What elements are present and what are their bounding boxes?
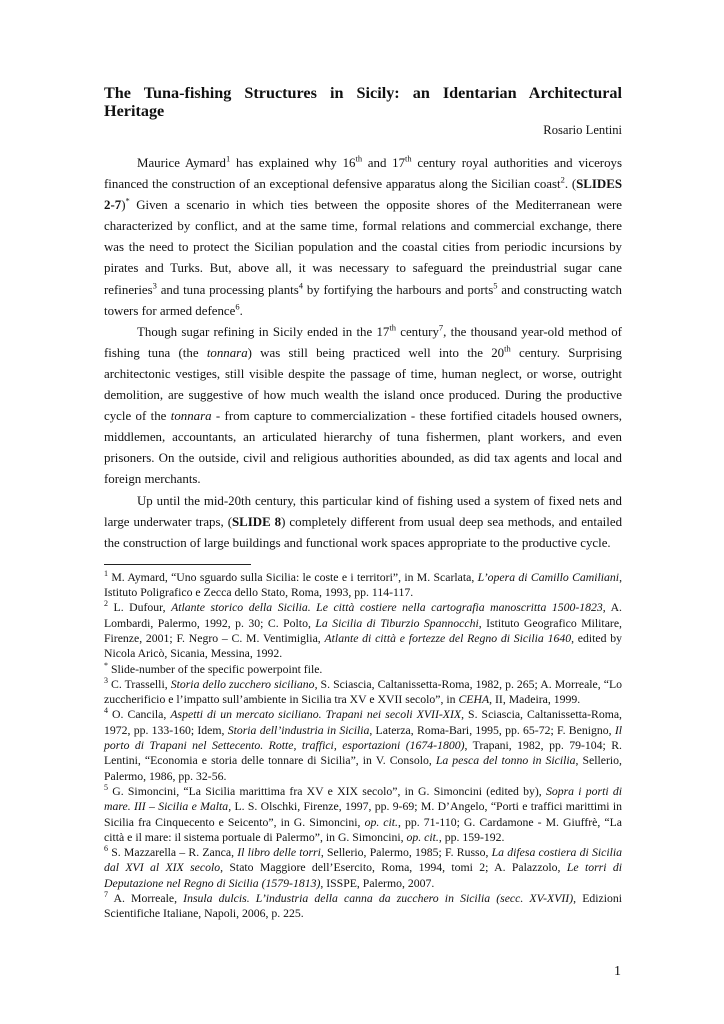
footnote-ref-1[interactable]: 1 xyxy=(226,153,231,164)
text-run: , A. Lombardi, Palermo, 1992, p. 30; C. Polto, xyxy=(104,601,622,630)
italic-title: CEHA xyxy=(458,693,490,707)
paper-title: The Tuna-fishing Structures in Sicily: an Identarian Architectural Heritage xyxy=(104,84,622,120)
italic-title: op. cit. xyxy=(364,815,398,829)
text-run: O. Cancila, xyxy=(108,708,171,722)
italic-title: La pesca del tonno in Sicilia xyxy=(435,754,576,768)
text-run: has explained why 16 xyxy=(230,156,356,170)
footnote-ref-2[interactable]: 2 xyxy=(560,174,565,185)
footnote-number: 7 xyxy=(104,890,108,900)
text-run: , S. Sciascia, Caltanissetta-Roma, 1972, pp. 133-160; Idem, xyxy=(104,708,622,737)
text-run: ) xyxy=(121,198,126,213)
italic-title: Il libro delle torri xyxy=(237,846,321,860)
footnote-number: 4 xyxy=(104,706,108,716)
italic-title: Aspetti di un mercato siciliano. Trapani nei secoli XVII-XIX xyxy=(170,708,462,722)
text-run: . xyxy=(239,303,243,318)
text-run: G. Simoncini, “La Sicilia marittima fra XV e XIX secolo”, in G. Simoncini (edited by), xyxy=(108,784,546,798)
text-run: ) completely different from usual deep sea methods, and entailed the construction of large buildings and functional work spaces appropriate to the productive cycle. xyxy=(104,514,623,550)
text-run: , pp. 159-192. xyxy=(438,830,505,844)
ordinal-suffix: th xyxy=(504,343,511,354)
footnote-ref-4[interactable]: 4 xyxy=(298,280,304,291)
footnote-number: * xyxy=(104,660,108,670)
page-content xyxy=(104,84,622,922)
text-run: L. Dufour, xyxy=(108,601,172,615)
text-run: and constructing watch towers for armed defence xyxy=(104,282,622,318)
author-name: Rosario Lentini xyxy=(543,123,622,137)
footnote-2 xyxy=(104,600,622,661)
text-run: , Edizioni Scientifiche Italiane, Napoli, 2006, p. 225. xyxy=(104,892,622,921)
page-number: 1 xyxy=(614,964,621,979)
footnote-separator xyxy=(104,564,251,565)
italic-title: Atlante storico della Sicilia. Le città costiere nella cartografia manoscritta 1500-1823 xyxy=(171,601,603,615)
text-run: Maurice Aymard xyxy=(137,156,226,170)
text-run: S. Mazzarella – R. Zanca, xyxy=(108,846,238,860)
text-run: , Stato Maggiore dell’Esercito, Roma, 1994, tomi 2; A. Palazzolo, xyxy=(220,861,567,875)
footnote-ref-star[interactable]: * xyxy=(125,195,130,206)
footnote-3 xyxy=(104,677,622,708)
text-run: , pp. 71-110; G. Cardamone - M. Giuffrè, “La città e il mare: il sistema portuale di Palermo”, in G. Simoncini, xyxy=(104,815,622,844)
text-run: ) was still being practiced well into the 20 xyxy=(247,345,505,360)
italic-title: op. cit. xyxy=(406,830,439,844)
italic-title: La Sicilia di Tiburzio Spannocchi xyxy=(315,616,479,630)
text-run: , Istituto Poligrafico e Zecca dello Stato, Roma, 1993, pp. 114-117. xyxy=(104,570,623,600)
italic-title: Insula dulcis. L’industria della canna da zucchero in Sicilia (secc. XV-XVII) xyxy=(183,892,574,906)
footnote-6 xyxy=(104,845,622,891)
text-run: and tuna processing plants xyxy=(156,282,299,297)
footnote-ref-6[interactable]: 6 xyxy=(235,301,240,312)
text-run: by fortifying the harbours and ports xyxy=(303,282,494,297)
text-run: Given a scenario in which ties between the opposite shores of the Mediterranean were characterized by conflict, and at the same time, formal relations and commercial exchange, there was the need to protect the Sicilian population and the coastal cities from periodic incursions by pirates and Turks. But, above all, it was necessary to safeguard the preindustrial sugar cane refineries xyxy=(104,198,622,297)
text-run: , L. S. Olschki, Firenze, 1997, pp. 9-69; M. D’Angelo, “Porti e traffici marittimi in Sicilia fra Cinquecento e Seicento”, in G. Simoncini, xyxy=(104,800,623,829)
footnote-1 xyxy=(104,570,622,601)
text-run: Though sugar refining in Sicily ended in the 17 xyxy=(137,324,390,339)
italic-title: La difesa costiera di Sicilia dal XVI al XIX secolo xyxy=(104,846,622,875)
paragraph-2 xyxy=(104,322,622,491)
text-run: , Trapani, 1982, pp. 79-104; R. Lentini, “Economia e storia delle tonnare di Sicilia”, in V. Consolo, xyxy=(104,739,622,768)
text-run: century xyxy=(395,324,439,339)
text-run: , S. Sciascia, Caltanissetta-Roma, 1982, p. 265; A. Morreale, “Lo zuccherificio e l’impatto sull’ambiente in Sicilia tra XV e XVII secolo”, in xyxy=(104,677,623,707)
footnote-4 xyxy=(104,707,622,783)
text-run: Up until the mid-20th century, this particular kind of fishing used a system of fixed nets and large underwater traps, ( xyxy=(104,493,622,529)
footnote-number: 3 xyxy=(104,675,108,685)
italic-title: Atlante di città e fortezze del Regno di Sicilia 1640 xyxy=(324,631,572,645)
slide-reference: SLIDES 2-7 xyxy=(104,177,622,213)
text-run: Slide-number of the specific powerpoint file. xyxy=(108,662,323,676)
text-run: , ISSPE, Palermo, 2007. xyxy=(320,876,435,890)
footnotes xyxy=(104,570,622,922)
footnote-5 xyxy=(104,784,622,845)
italic-term: tonnara xyxy=(170,409,212,424)
footnote-7 xyxy=(104,891,622,922)
text-run: century. Surprising architectonic vestiges, still visible despite the passage of time, human neglect, or worse, outright demolition, are suggestive of how much wealth the island once produced. During the productive cycle of the xyxy=(104,345,622,424)
italic-title: Storia dell’industria in Sicilia xyxy=(227,723,370,737)
text-run: , Sellerio, Palermo, 1986, pp. 32-56. xyxy=(104,754,622,783)
text-run: century royal authorities and viceroys financed the construction of an exceptional defensive apparatus along the Sicilian coast xyxy=(104,156,623,192)
italic-title: Sopra i porti di mare. III – Sicilia e Malta xyxy=(104,784,622,814)
text-run: , edited by Nicola Aricò, Sicania, Messina, 1992. xyxy=(104,631,622,661)
text-run: C. Trasselli, xyxy=(108,677,171,691)
text-run: - from capture to commercialization - these fortified citadels housed owners, middlemen, accountants, an articulated hierarchy of tuna fishermen, plant workers, and even prisoners. On the outside, civil and religious authorities abounded, as did tax agents and local and foreign merchants. xyxy=(104,409,622,487)
italic-title: Le torri di Deputazione nel Regno di Sicilia (1579-1813) xyxy=(104,861,622,890)
italic-title: Storia dello zucchero siciliano xyxy=(170,677,315,691)
italic-title: L’opera di Camillo Camiliani xyxy=(477,570,620,584)
ordinal-suffix: th xyxy=(355,153,363,164)
paragraph-1 xyxy=(104,153,622,322)
slide-reference: SLIDE 8 xyxy=(232,514,282,529)
text-run: , Laterza, Roma-Bari, 1995, pp. 65-72; F. Benigno, xyxy=(369,723,615,737)
text-run: , Sellerio, Palermo, 1985; F. Russo, xyxy=(320,846,492,860)
footnote-number: 5 xyxy=(104,783,108,793)
text-run: . ( xyxy=(564,177,577,192)
italic-title: Il porto di Trapani nel Settecento. Rotte, traffici, esportazioni (1674-1800) xyxy=(104,723,622,753)
footnote-ref-5[interactable]: 5 xyxy=(493,280,498,291)
footnote-number: 2 xyxy=(104,599,108,609)
footnote-ref-3[interactable]: 3 xyxy=(152,280,157,291)
text-run: , the thousand year-old method of fishing tuna (the xyxy=(104,324,622,360)
text-run: , II, Madeira, 1999. xyxy=(489,693,581,707)
body-text xyxy=(104,153,622,554)
italic-term: tonnara xyxy=(206,345,248,360)
footnote-ref-7[interactable]: 7 xyxy=(438,322,444,333)
text-run: M. Aymard, “Uno sguardo sulla Sicilia: le coste e i territori”, in M. Scarlata, xyxy=(108,570,478,584)
text-run: A. Morreale, xyxy=(108,892,184,906)
footnote-number: 6 xyxy=(104,844,108,854)
footnote-number: 1 xyxy=(104,568,108,578)
paragraph-3 xyxy=(104,491,622,554)
ordinal-suffix: th xyxy=(389,322,396,333)
text-run: and 17 xyxy=(362,156,406,170)
text-run: , Istituto Geografico Militare, Firenze, 2001; F. Negro – C. M. Ventimiglia, xyxy=(104,616,622,645)
footnote-star xyxy=(104,662,622,677)
ordinal-suffix: th xyxy=(405,153,412,164)
